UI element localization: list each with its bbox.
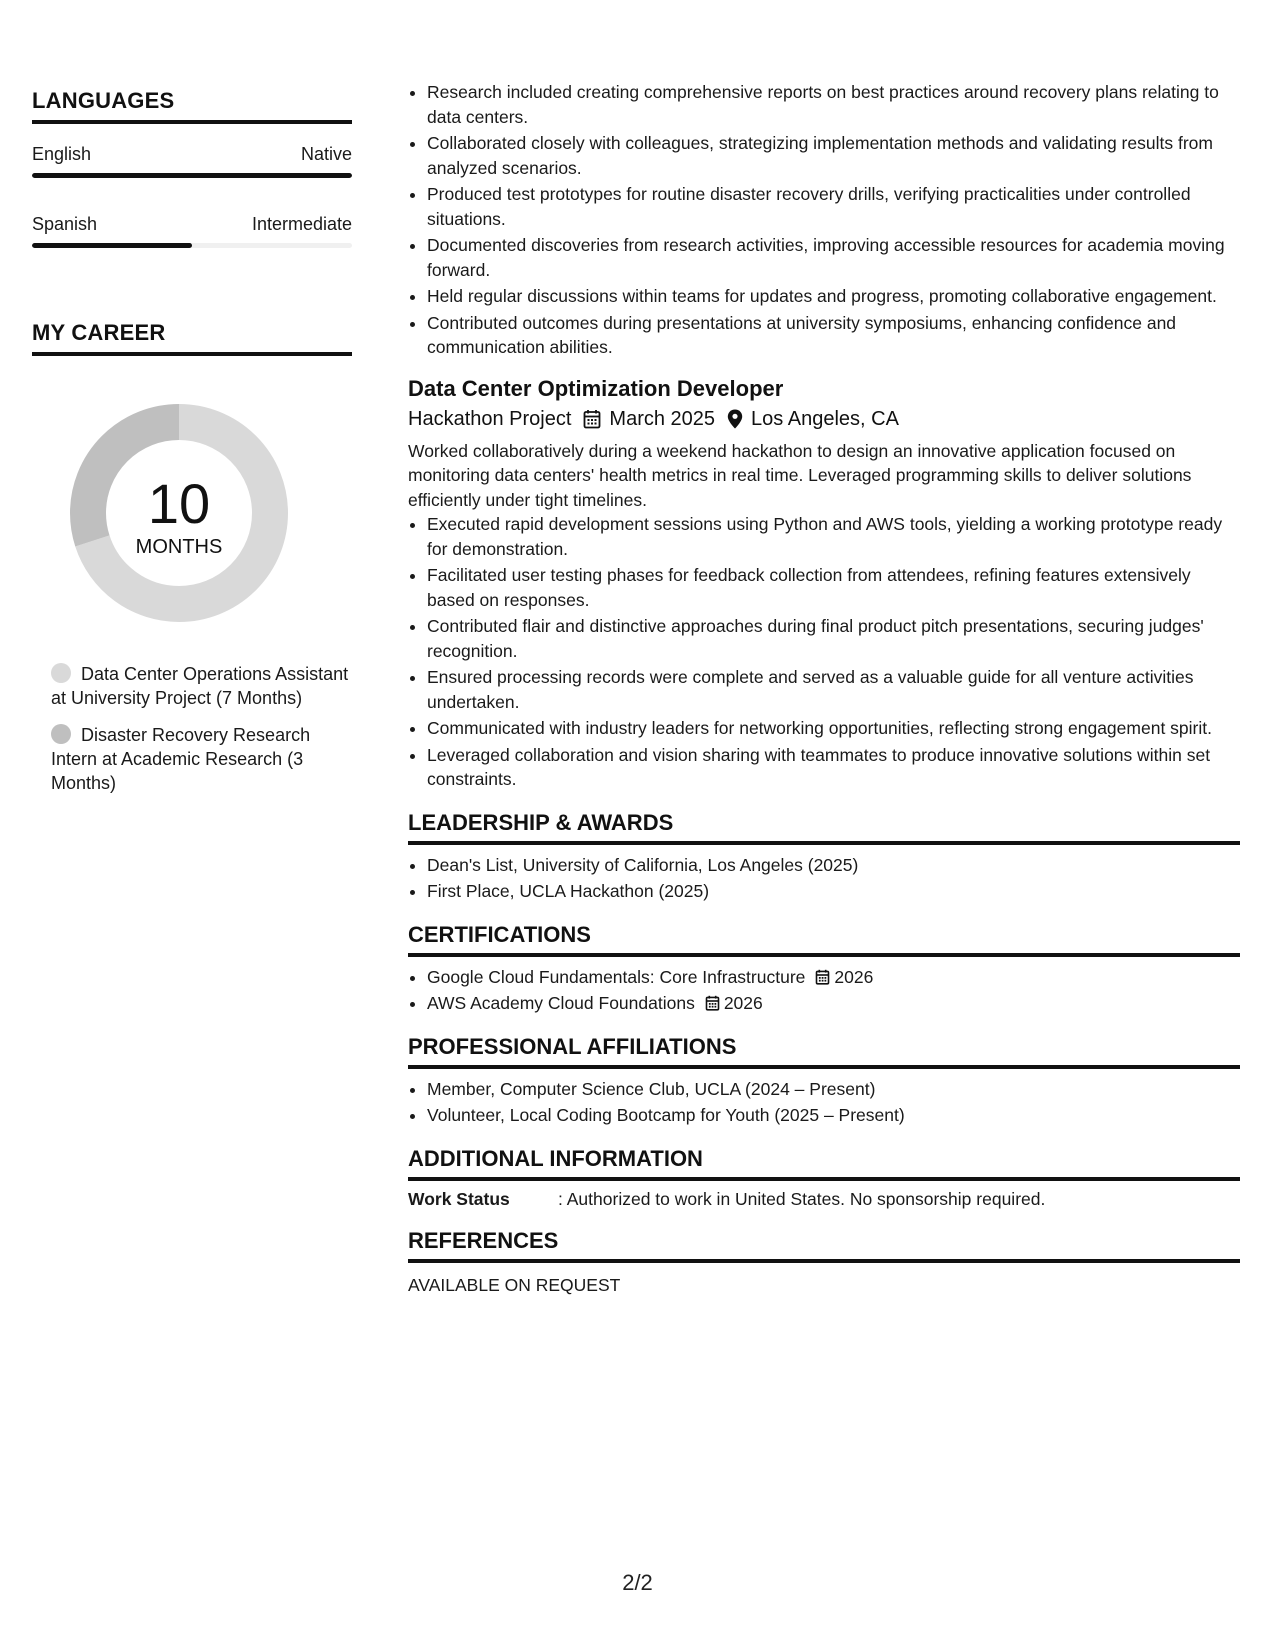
certifications-list — [408, 965, 1240, 1016]
list-item — [427, 991, 1240, 1016]
job-date: March 2025 — [609, 407, 716, 430]
language-proficiency-fill — [32, 173, 352, 178]
job-title: Data Center Optimization Developer — [408, 375, 784, 401]
affiliations-list — [408, 1077, 1240, 1128]
language-item — [32, 144, 352, 178]
work-status-label: Work Status — [408, 1188, 510, 1209]
career-legend-item: Data Center Operations Assistant at University Project (7 Months) — [51, 664, 349, 708]
list-item: • Facilitated user testing phases for feedback collection from attendees, refining features extensively based on responses. — [427, 563, 1240, 612]
list-item: • Leveraged collaboration and vision sharing with teammates to produce innovative solutions within set constraints. — [427, 743, 1240, 792]
language-level: Intermediate — [251, 214, 352, 234]
job-organization: Hackathon Project — [408, 407, 572, 430]
legend-dot-icon — [51, 724, 71, 744]
job-meta — [408, 408, 1240, 431]
list-item: • Contributed flair and distinctive approaches during final product pitch presentations, securing judges' recognition. — [427, 614, 1240, 663]
career-section — [32, 320, 352, 795]
list-item: • First Place, UCLA Hackathon (2025) — [427, 879, 1240, 904]
location-pin-icon — [727, 409, 743, 429]
language-proficiency-fill — [32, 243, 192, 248]
page-number: 2/2 — [622, 1570, 653, 1595]
legend-dot-icon — [51, 663, 71, 683]
list-item: • Produced test prototypes for routine disaster recovery drills, verifying practicalities under controlled situations. — [427, 182, 1240, 231]
language-name: English — [32, 144, 92, 164]
language-level: Native — [300, 144, 352, 164]
list-item: • Held regular discussions within teams for updates and progress, promoting collaborative engagement. — [427, 284, 1240, 309]
affiliations-title: PROFESSIONAL AFFILIATIONS — [408, 1034, 1240, 1069]
references-title: REFERENCES — [408, 1228, 1240, 1263]
list-item: • Communicated with industry leaders for networking opportunities, reflecting strong engagement spirit. — [427, 716, 1240, 741]
list-item: • Research included creating comprehensive reports on best practices around recovery plans relating to data centers. — [427, 80, 1240, 129]
calendar-icon — [583, 409, 601, 429]
language-proficiency-bar — [32, 173, 352, 178]
certification-name: Google Cloud Fundamentals: Core Infrastructure — [427, 966, 806, 987]
languages-title: LANGUAGES — [32, 88, 352, 124]
calendar-icon — [705, 995, 720, 1011]
list-item: • Ensured processing records were complete and served as a valuable guide for all venture activities undertaken. — [427, 665, 1240, 714]
language-item — [32, 214, 352, 248]
career-title: MY CAREER — [32, 320, 352, 356]
references-text: AVAILABLE ON REQUEST — [408, 1274, 621, 1295]
list-item: • Executed rapid development sessions using Python and AWS tools, yielding a working prototype ready for demonstration. — [427, 512, 1240, 561]
calendar-icon — [815, 969, 830, 985]
list-item: • Collaborated closely with colleagues, strategizing implementation methods and validating results from analyzed scenarios. — [427, 131, 1240, 180]
list-item: • Member, Computer Science Club, UCLA (2024 – Present) — [427, 1077, 1240, 1102]
career-total-value: 10 — [147, 471, 211, 535]
career-legend — [51, 662, 352, 795]
job-location: Los Angeles, CA — [751, 407, 899, 430]
leadership-title: LEADERSHIP & AWARDS — [408, 810, 1240, 845]
certification-year: 2026 — [834, 966, 874, 987]
list-item: • Documented discoveries from research activities, improving accessible resources for academia moving forward. — [427, 233, 1240, 282]
job-description: Worked collaboratively during a weekend hackathon to design an innovative application focused on monitoring data centers' health metrics in real time. Leveraged programming skills to deliver solutions efficiently under tight timelines. — [408, 440, 1192, 510]
certification-year: 2026 — [723, 993, 763, 1013]
left-column — [32, 88, 352, 808]
list-item: • Dean's List, University of California, Los Angeles (2025) — [427, 853, 1240, 878]
list-item: • Volunteer, Local Coding Bootcamp for Youth (2025 – Present) — [427, 1103, 1240, 1128]
job-bullets — [408, 512, 1240, 792]
work-status-value: : Authorized to work in United States. No sponsorship required. — [558, 1188, 1046, 1209]
language-proficiency-bar — [32, 243, 352, 248]
career-legend-item: Disaster Recovery Research Intern at Academic Research (3 Months) — [51, 725, 311, 793]
previous-job-bullets — [408, 80, 1240, 360]
certifications-title: CERTIFICATIONS — [408, 922, 1240, 957]
language-name: Spanish — [32, 214, 98, 234]
additional-info-title: ADDITIONAL INFORMATION — [408, 1146, 1240, 1181]
list-item — [427, 965, 1240, 990]
languages-list — [32, 144, 352, 248]
career-donut-chart — [66, 400, 292, 626]
career-total-unit: MONTHS — [135, 535, 223, 558]
right-column — [408, 80, 1240, 1296]
work-status-row — [408, 1189, 1240, 1210]
leadership-list — [408, 853, 1240, 904]
certification-name: AWS Academy Cloud Foundations — [427, 993, 695, 1013]
list-item: • Contributed outcomes during presentations at university symposiums, enhancing confidence and communication abilities. — [427, 311, 1240, 360]
